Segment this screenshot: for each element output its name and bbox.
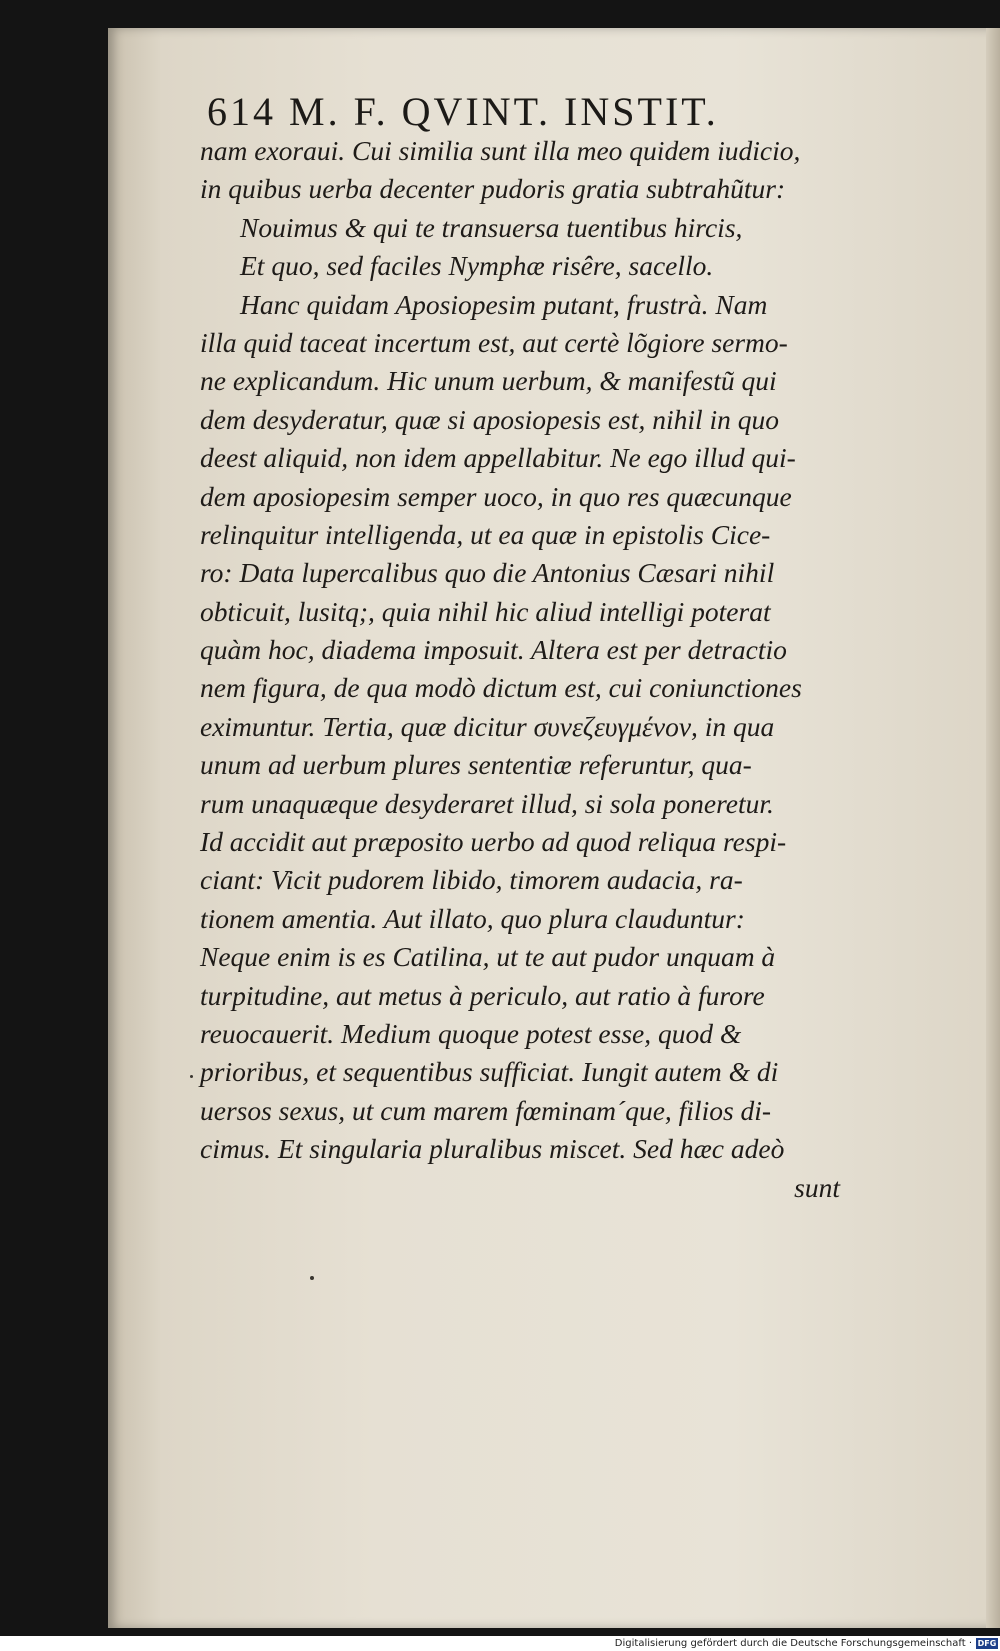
verse-line: Et quo, sed faciles Nymphæ risêre, sacello. [240, 250, 714, 282]
text-line: illa quid taceat incertum est, aut certè lõgiore sermo- [200, 326, 788, 358]
running-head: 614 M. F. QVINT. INSTIT. [207, 89, 719, 134]
text-line: Neque enim is es Catilina, ut te aut pudor unquam à [200, 941, 776, 973]
text-line: obticuit, lusitq;, quia nihil hic aliud intelligi poterat [200, 595, 771, 627]
page-edge [986, 28, 1000, 1628]
text-line: quàm hoc, diadema imposuit. Altera est per detractio [200, 634, 787, 666]
body-text [200, 132, 840, 1207]
text-line: ne explicandum. Hic unum uerbum, & manifestũ qui [200, 365, 777, 397]
text-line: eximuntur. Tertia, quæ dicitur συνεζευγμένον, in qua [200, 710, 775, 742]
text-line: nam exoraui. Cui similia sunt illa meo quidem iudicio, [200, 135, 801, 166]
text-line: unum ad uerbum plures sententiæ referuntur, qua- [200, 749, 752, 781]
text-line: uersos sexus, ut cum marem fœminam´que, filios di- [200, 1094, 772, 1126]
text-line: turpitudine, aut metus à periculo, aut ratio à furore [200, 979, 765, 1011]
verse-line: Nouimus & qui te transuersa tuentibus hircis, [240, 211, 743, 243]
dfg-logo: DFG [977, 1639, 997, 1648]
text-line: dem aposiopesim semper uoco, in quo res quæcunque [200, 480, 792, 512]
text-line: Id accidit aut præposito uerbo ad quod reliqua respi- [200, 826, 787, 858]
text-line: relinquitur intelligenda, ut ea quæ in epistolis Cice- [200, 518, 771, 550]
digitization-footer [0, 1636, 1000, 1651]
text-line: in quibus uerba decenter pudoris gratia subtrahũtur: [200, 173, 786, 205]
ink-speck [190, 1075, 193, 1078]
text-line: cimus. Et singularia pluralibus miscet. Sed hæc adeò [200, 1133, 785, 1165]
catchword: sunt [794, 1171, 840, 1203]
ink-speck [310, 1276, 314, 1280]
text-line: rum unaquæque desyderaret illud, si sola poneretur. [200, 787, 774, 819]
text-line: ciant: Vicit pudorem libido, timorem audacia, ra- [200, 864, 743, 896]
text-line: tionem amentia. Aut illato, quo plura clauduntur: [200, 902, 745, 934]
text-line: nem figura, de qua modò dictum est, cui coniunctiones [200, 672, 802, 704]
text-line: reuocauerit. Medium quoque potest esse, quod & [200, 1017, 742, 1049]
text-line: deest aliquid, non idem appellabitur. Ne ego illud qui- [200, 442, 796, 474]
text-line: prioribus, et sequentibus sufficiat. Iungit autem & di [200, 1056, 779, 1088]
funding-credit: Digitalisierung gefördert durch die Deutsche Forschungsgemeinschaft · [614, 1638, 972, 1649]
text-line: dem desyderatur, quæ si aposiopesis est, nihil in quo [200, 403, 780, 435]
text-line: ro: Data lupercalibus quo die Antonius Cæsari nihil [200, 557, 775, 589]
paragraph-start: Hanc quidam Aposiopesim putant, frustrà. Nam [240, 288, 768, 320]
